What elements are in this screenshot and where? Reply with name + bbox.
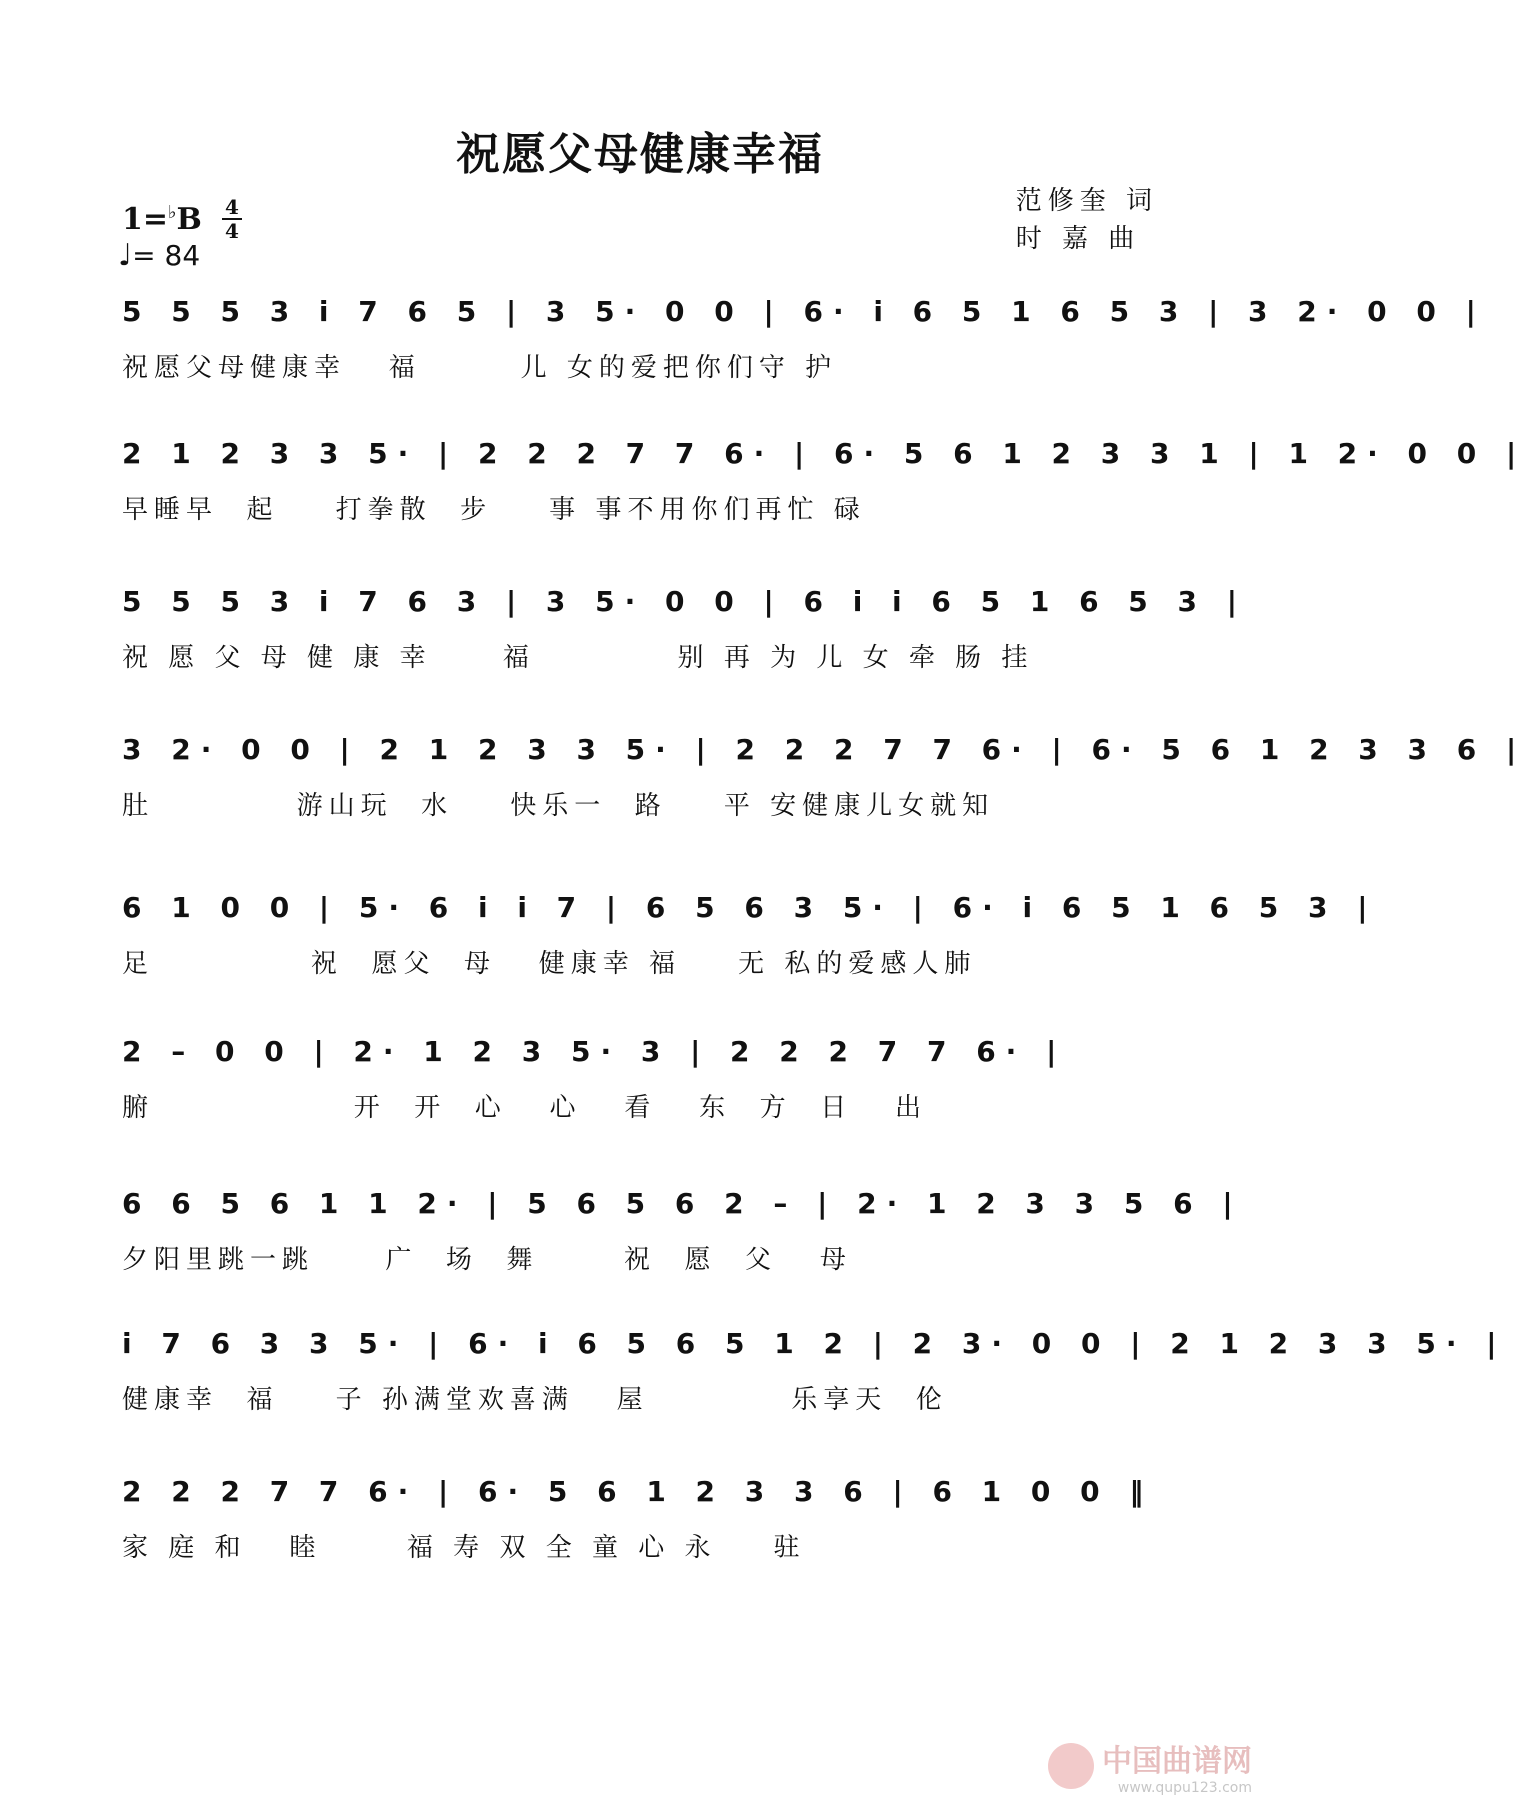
flat-sign: ♭ — [168, 202, 177, 223]
tempo-marking — [118, 238, 200, 273]
notation-line: 2 1 2 3 3 5· | 2 2 2 7 7 6· | 6· 5 6 1 2 3 3 1 | 1 2· 0 0 | — [122, 437, 1526, 470]
credits — [1016, 182, 1158, 258]
notation-line: 5 5 5 3 i 7 6 5 | 3 5· 0 0 | 6· i 6 5 1 6 5 3 | 3 2· 0 0 | — [122, 295, 1486, 328]
lyrics-line: 健康幸 福 子 孙满堂欢喜满 屋 乐享天 伦 — [122, 1385, 948, 1415]
song-title: 祝愿父母健康幸福 — [456, 129, 824, 180]
lyrics-line: 腑 开 开 心 心 看 东 方 日 出 — [122, 1093, 927, 1123]
key-prefix: 1= — [122, 202, 169, 237]
meter-bottom: 4 — [225, 219, 239, 243]
time-signature — [222, 196, 242, 242]
watermark-text: 中国曲谱网 — [1102, 1744, 1252, 1779]
quarter-note-icon: ♩ — [118, 238, 133, 273]
lyrics-line: 祝愿父母健康幸 福 儿 女的爱把你们守 护 — [122, 353, 838, 383]
watermark-logo-icon — [1048, 1743, 1094, 1789]
lyrics-line: 夕阳里跳一跳 广 场 舞 祝 愿 父 母 — [122, 1245, 852, 1275]
notation-line: 2 – 0 0 | 2· 1 2 3 5· 3 | 2 2 2 7 7 6· | — [122, 1035, 1067, 1068]
tempo-value: = 84 — [132, 239, 201, 272]
notation-line: 2 2 2 7 7 6· | 6· 5 6 1 2 3 3 6 | 6 1 0 0 ‖ — [122, 1475, 1154, 1508]
notation-line: 5 5 5 3 i 7 6 3 | 3 5· 0 0 | 6 i i 6 5 1 6 5 3 | — [122, 585, 1247, 618]
composer-credit: 时 嘉 曲 — [1015, 224, 1141, 254]
notation-line: 6 1 0 0 | 5· 6 i i 7 | 6 5 6 3 5· | 6· i 6 5 1 6 5 3 | — [122, 891, 1378, 924]
notation-line: 6 6 5 6 1 1 2· | 5 6 5 6 2 – | 2· 1 2 3 3 5 6 | — [122, 1187, 1243, 1220]
lyrics-line: 家 庭 和 睦 福 寿 双 全 童 心 永 驻 — [122, 1533, 806, 1563]
watermark-url: www.qupu123.com — [1117, 1780, 1252, 1796]
lyrics-line: 足 祝 愿父 母 健康幸 福 无 私的爱感人肺 — [122, 949, 977, 979]
lyrics-line: 早睡早 起 打拳散 步 事 事不用你们再忙 碌 — [122, 495, 866, 525]
notation-line: 3 2· 0 0 | 2 1 2 3 3 5· | 2 2 2 7 7 6· | 6· 5 6 1 2 3 3 6 | — [122, 733, 1526, 766]
site-watermark — [1048, 1736, 1252, 1796]
key-note: B — [176, 202, 202, 237]
meter-top: 4 — [222, 196, 242, 220]
lyricist-credit: 范修奎 词 — [1015, 186, 1158, 216]
lyrics-line: 祝 愿 父 母 健 康 幸 福 别 再 为 儿 女 牵 肠 挂 — [122, 643, 1034, 673]
notation-line: i 7 6 3 3 5· | 6· i 6 5 6 5 1 2 | 2 3· 0 0 | 2 1 2 3 3 5· | — [122, 1327, 1507, 1360]
key-signature — [122, 202, 202, 237]
lyrics-line: 肚 游山玩 水 快乐一 路 平 安健康儿女就知 — [122, 791, 995, 821]
